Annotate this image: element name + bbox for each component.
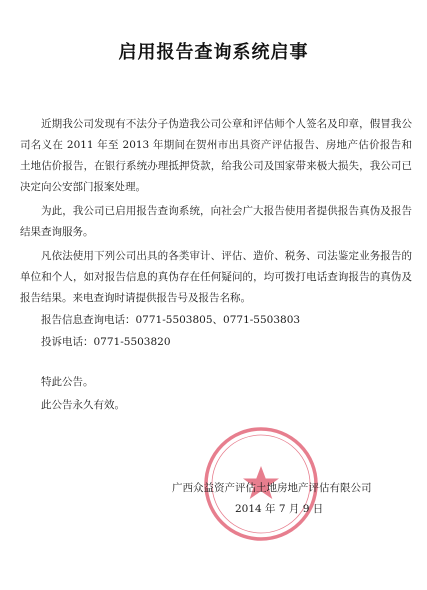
company-signature: 广西众益资产评估土地房地产评估有限公司 xyxy=(172,482,372,494)
notice-date: 2014 年 7 月 9 日 xyxy=(235,503,324,515)
notice-title: 启用报告查询系统启事 xyxy=(118,42,309,63)
closing-line: 特此公告。 xyxy=(41,376,94,388)
complaint-phone-line: 投诉电话：0771-5503820 xyxy=(41,336,171,348)
paragraph-query-instructions: 凡依法使用下列公司出具的各类审计、评估、造价、税务、司法鉴定业务报告的单位和个人，如对报告信息的真伪存在任何疑问的，均可拨打电话查询报告的真伪及报告结果。来电查询时请提供报告号及报告名称。 xyxy=(20,250,412,304)
paragraph-query-system: 为此，我公司已启用报告查询系统，向社会广大报告使用者提供报告真伪及报告结果查询服务。 xyxy=(20,205,412,238)
query-phone-line: 报告信息查询电话：0771-5503805、0771-5503803 xyxy=(41,314,301,326)
validity-line: 此公告永久有效。 xyxy=(41,399,125,411)
paragraph-fraud-warning: 近期我公司发现有不法分子伪造我公司公章和评估师个人签名及印章，假冒我公司名义在 2011 年至 2013 年期间在贺州市出具资产评估报告、房地产估价报告和土地估价报告，在银行系统办理抵押贷款，给我公司及国家带来极大损失，我公司已决定向公安部门报案处理。 xyxy=(20,118,412,193)
